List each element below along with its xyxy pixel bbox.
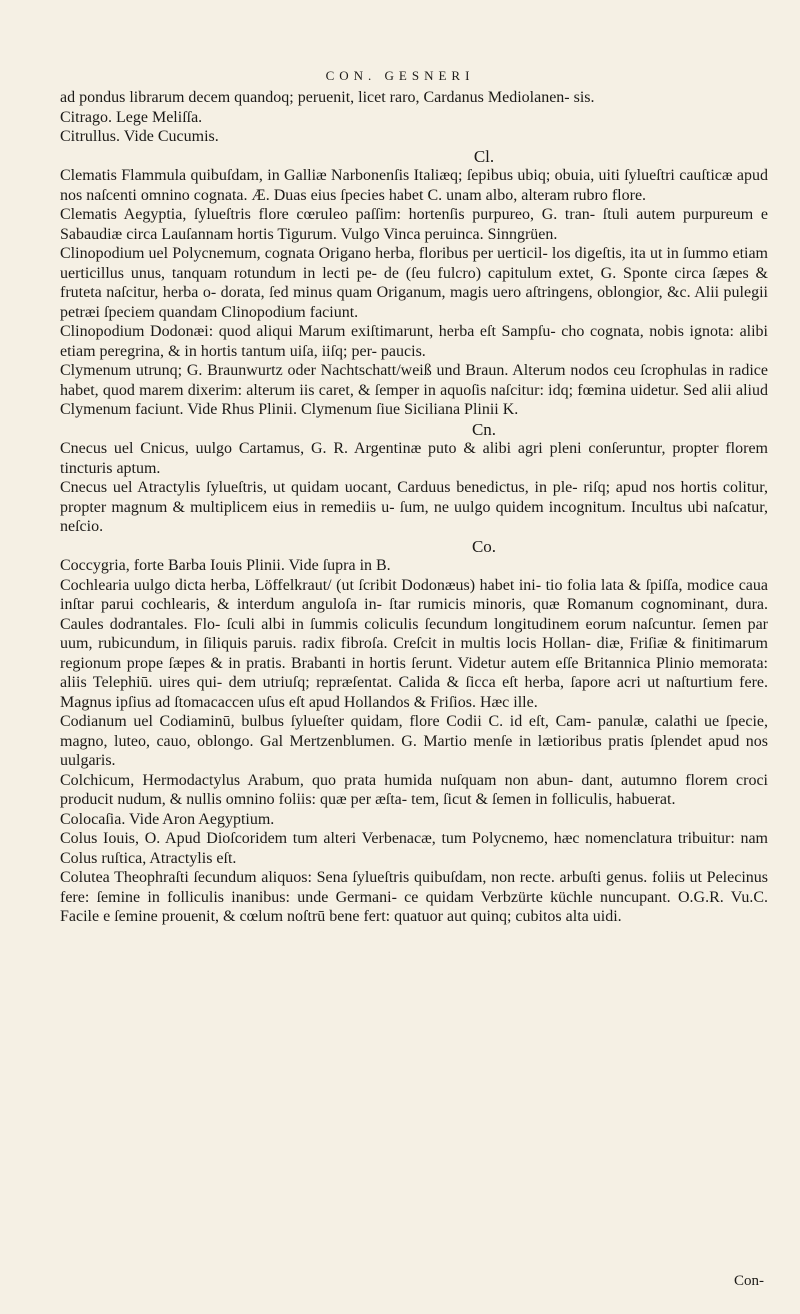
entry-19: Colus Iouis, O. Apud Dioſcoridem tum alteri Verbenacæ, tum Polycnemo, hæc nomenclatura tribuitur: nam Colus ruſtica, Atractylis eſt.: [60, 830, 768, 867]
entry-12: Cnecus uel Atractylis ſylueſtris, ut quidam uocant, Carduus benedictus, in ple- riſq; apud nos hortis colitur, propter magnum & multiplicem eius in remediis u- ſum, ne uulgo quidem incognitum. Incultus ubi naſcatur, neſcio.: [60, 479, 768, 535]
entry-14: Coccygria, forte Barba Iouis Plinii. Vide ſupra in B.: [60, 557, 391, 574]
entry-5: Clematis Flammula quibuſdam, in Galliæ Narbonenſis Italiæq; ſepibus ubiq; obuia, uiti ſylueſtri cauſticæ apud nos naſcenti omnino cognata. Æ. Duas eius ſpecies habet C. unam albo, alteram rubro flore.: [60, 167, 768, 204]
text-block: [60, 88, 768, 927]
running-head: CON. GESNERI: [325, 68, 475, 83]
catchword: Con-: [734, 1273, 764, 1289]
entry-9: Clymenum utrunq; G. Braunwurtz oder Nachtschatt/weiß und Braun. Alterum nodos ceu ſcrophulas in radice habet, quod marem dixerim: alterum iis caret, & ſemper in aquoſis naſcitur: idq; fœmina uidetur. Sed alii aliud Clymenum faciunt. Vide Rhus Plinii. Clymenum ſiue Siciliana Plinii K.: [60, 362, 768, 418]
entry-18: Colocaſia. Vide Aron Aegyptium.: [60, 810, 275, 828]
entry-20: Colutea Theophraſti ſecundum aliquos: Sena ſylueſtris quibuſdam, non recte. arbuſti genus. foliis ut Pelecinus fere: ſemine in folliculis inanibus: unde Germani- ce quidam Verbzürte küchle nuncupant. O.G.R. Vu.C. Facile e ſemine prouenit, & cœlum noſtrū bene fert: quatuor aut quinq; cubitos alta uidi.: [60, 869, 768, 925]
entry-17: Colchicum, Hermodactylus Arabum, quo prata humida nuſquam non abun- dant, autumno florem croci producit nudum, & nullis omnino foliis: quæ per æſta- tem, ſicut & ſemen in folliculis, habuerat.: [60, 771, 768, 808]
entry-16: Codianum uel Codiaminū, bulbus ſylueſter quidam, flore Codii C. id eſt, Cam- panulæ, calathi ue ſpecie, magno, luteo, cauo, oblongo. Gal Mertzenblumen. G. Martio menſe in lætioribus pratis ſplendet apud nos uulgaris.: [60, 713, 768, 769]
entry-3: Citrullus. Vide Cucumis.: [60, 128, 219, 145]
entry-15: Cochlearia uulgo dicta herba, Löffelkraut/ (ut ſcribit Dodonæus) habet ini- tio folia lata & ſpiſſa, modice caua inſtar parui cochlearis, & interdum anguloſa in- ſtar rumicis minoris, quæ Romanum cognominant, dura. Caules dodrantales. Flo- ſculi albi in ſummis coliculis ſecundum longitudinem eorum naſcuntur. ſemen par uum, rubicundum, in ſiliquis paruis. radix fibroſa. Creſcit in multis locis Hollan- diæ, Friſiæ & finitimarum regionum prope ſæpes & in pratis. Brabanti in hortis ſerunt. Videtur autem eſſe Britannica Plinio memorata: aliis Telephiū. uires qui- dem utriuſq; repræſentat. Calida & ſicca eſt herba, ſapore acri ut naſturtium fere. Magnus ipſius ad ſtomacaccen uſus eſt apud Hollandos & Friſios. Hæc ille.: [60, 576, 768, 711]
section-head-cn: Cn.: [471, 419, 497, 439]
entry-11: Cnecus uel Cnicus, uulgo Cartamus, G. R. Argentinæ puto & alibi agri pleni conſeruntur, propter florem tincturis aptum.: [60, 440, 768, 477]
entry-7: Clinopodium uel Polycnemum, cognata Origano herba, floribus per uerticil- los digeſtis, ita ut in ſummo etiam uerticillus unus, tanquam rotundum in lecti pe- de (ſeu fulcro) capitulum extet, G. Sponte circa ſæpes & fruteta naſcitur, herba o- dorata, ſed minus quam Origanum, magis uero aſtringens, oblongior, &c. Alii pulegii petræi ſpeciem quandam Clinopodium faciunt.: [60, 245, 768, 321]
section-head-co: Co.: [471, 536, 497, 556]
section-head-cl: Cl.: [473, 146, 495, 166]
entry-1: ad pondus librarum decem quandoq; peruenit, licet raro, Cardanus Mediolanen- sis.: [60, 89, 595, 106]
entry-8: Clinopodium Dodonæi: quod aliqui Marum exiſtimarunt, herba eſt Sampſu- cho cognata, nobis ignota: alibi etiam peregrina, & in hortis tantum uiſa, iiſq; per- paucis.: [60, 323, 768, 360]
entry-6: Clematis Aegyptia, ſylueſtris flore cœruleo paſſim: hortenſis purpureo, G. tran- ſtuli autem purpureum e Sabaudiæ circa Lauſannam hortis Tigurum. Vulgo Vinca peruinca. Sinngrüen.: [60, 206, 768, 243]
entry-2: Citrago. Lege Meliſſa.: [60, 108, 203, 126]
